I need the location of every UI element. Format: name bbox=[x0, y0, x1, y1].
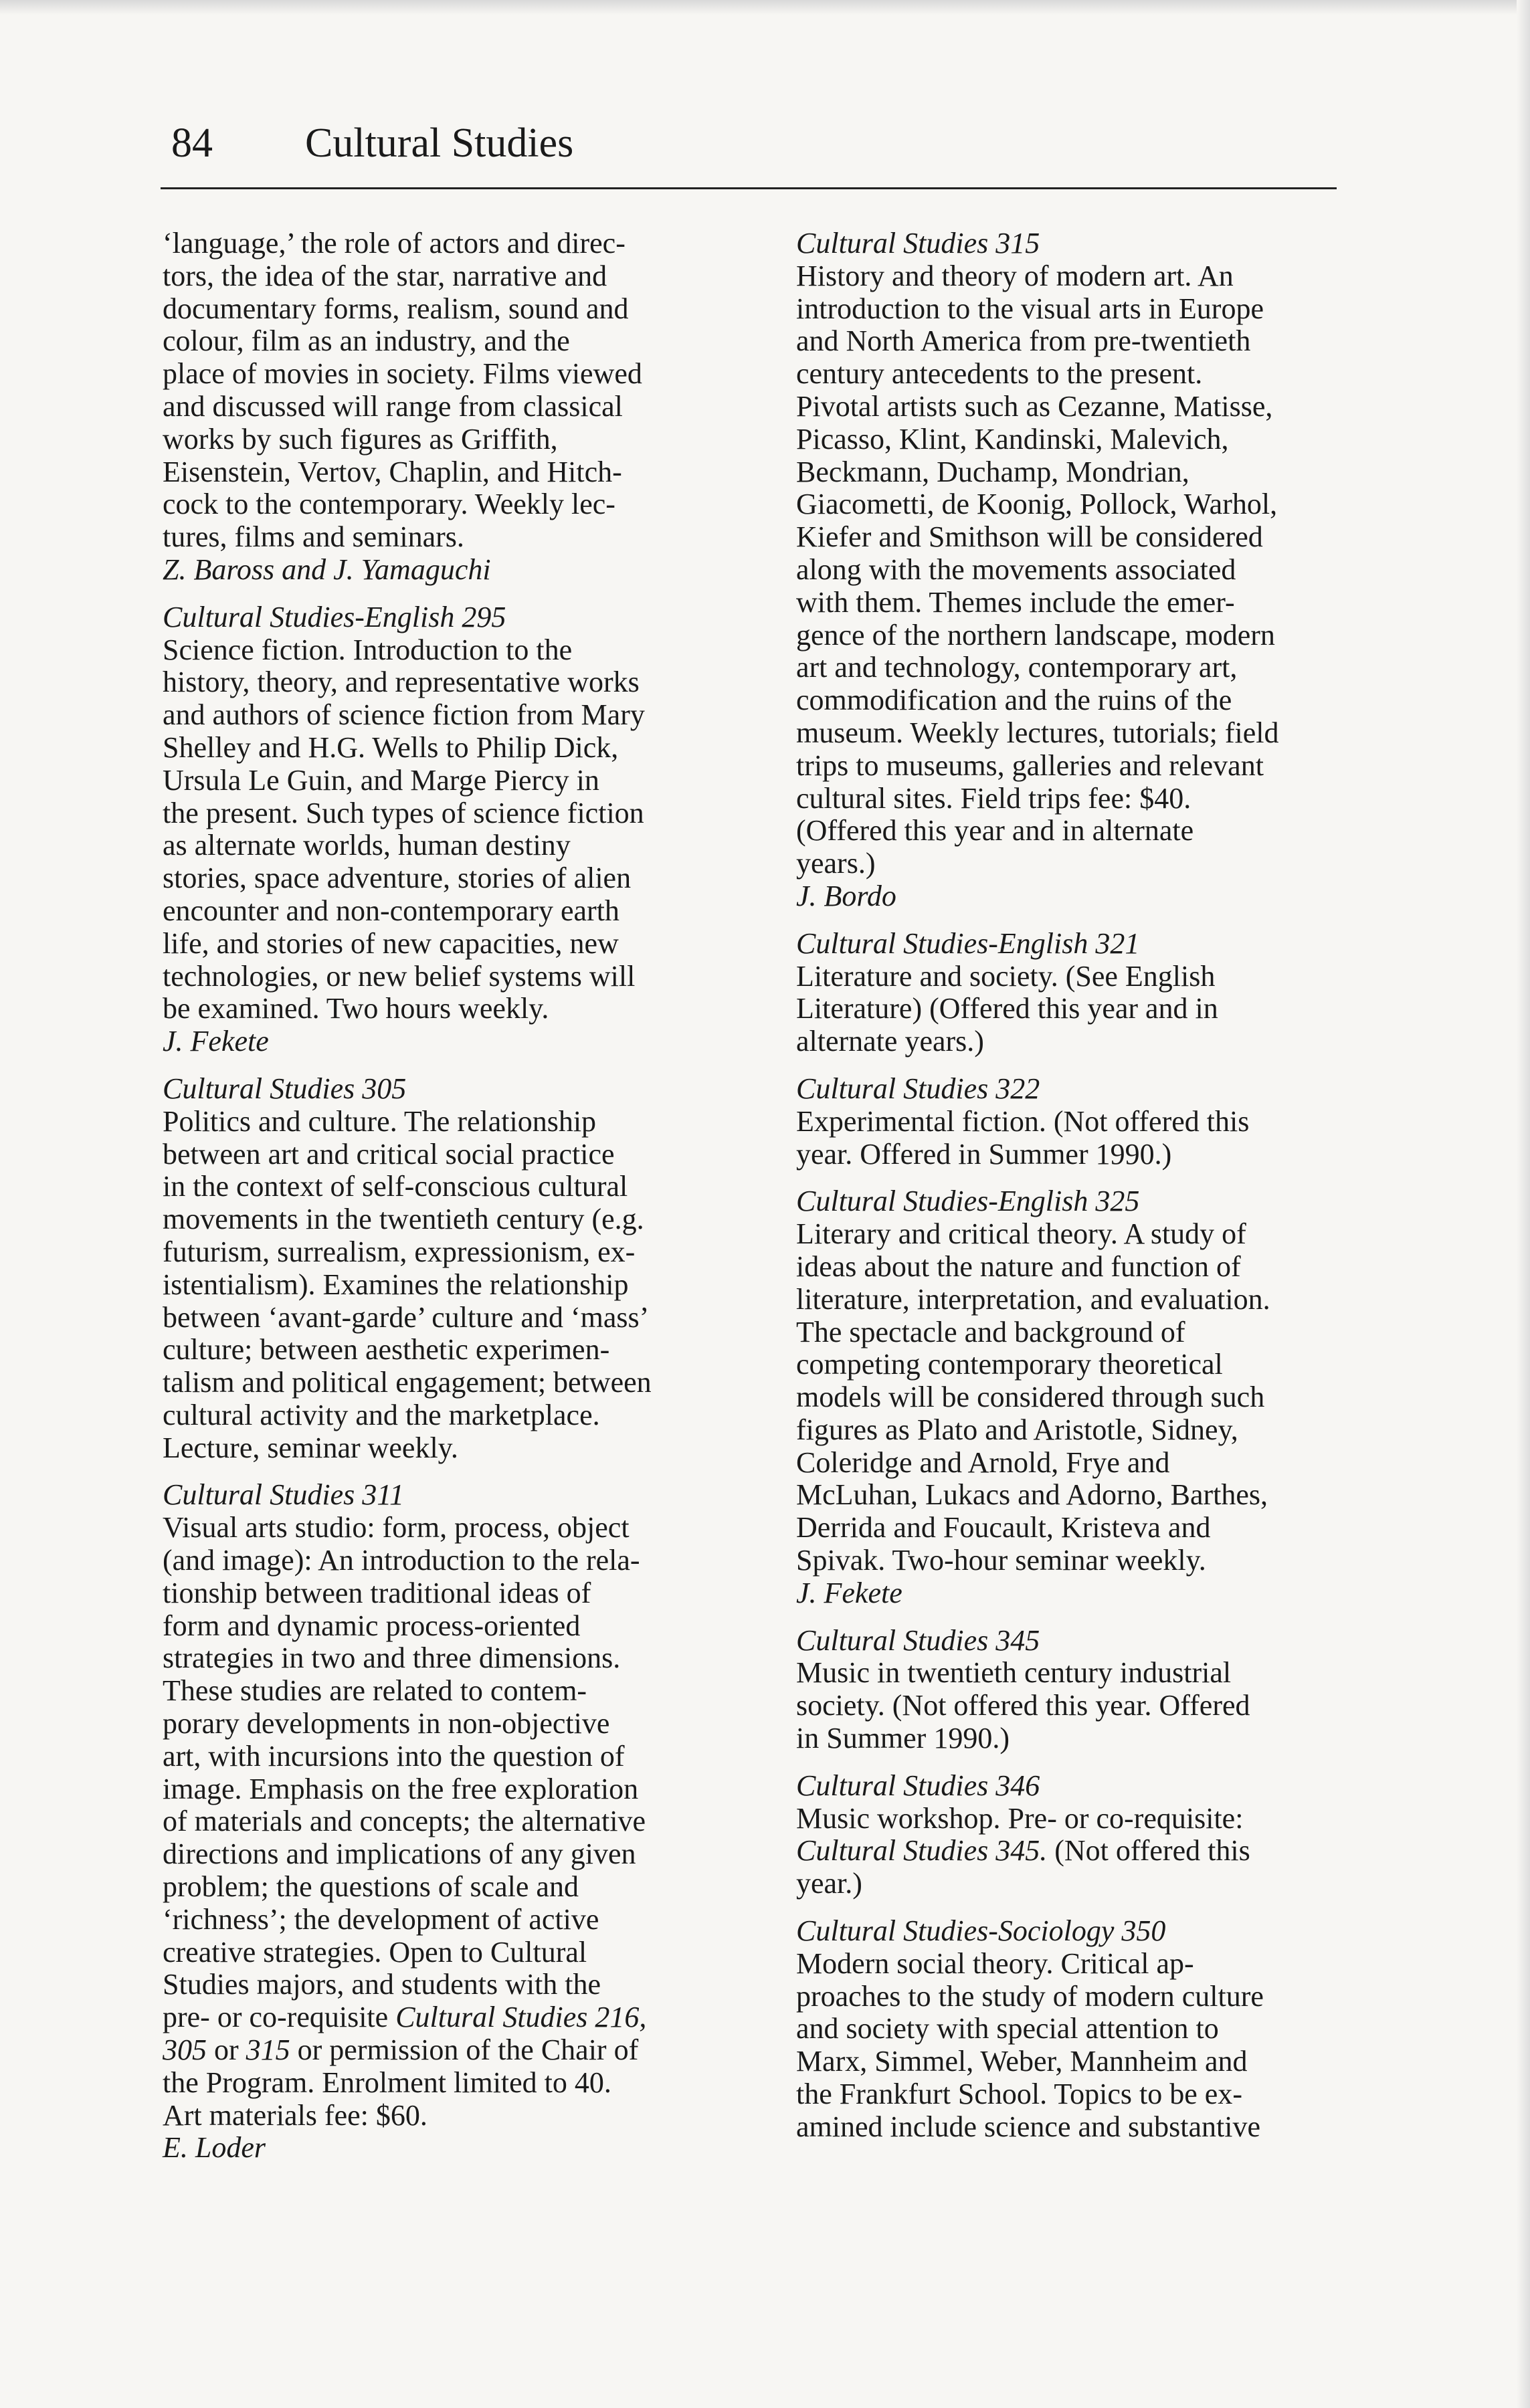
course-entry bbox=[163, 1073, 745, 1465]
course-entry bbox=[796, 227, 1378, 913]
course-instructor: J. Fekete bbox=[163, 1025, 269, 1058]
description-line: stories, space adventure, stories of alien bbox=[163, 862, 632, 895]
scan-edge-right bbox=[1517, 0, 1530, 2408]
description-line: These studies are related to contem- bbox=[163, 1674, 587, 1708]
course-reference: Cultural Studies 345. bbox=[796, 1834, 1048, 1868]
description-line: History and theory of modern art. An bbox=[796, 259, 1234, 292]
text-run: or permission of the Chair of bbox=[290, 2033, 639, 2067]
course-title: Cultural Studies-English 321 bbox=[796, 926, 1140, 960]
page-header bbox=[171, 119, 1334, 167]
description-line: culture; between aesthetic experimen- bbox=[163, 1333, 610, 1367]
description-line: form and dynamic process-oriented bbox=[163, 1609, 581, 1642]
description-line: Ursula Le Guin, and Marge Piercy in bbox=[163, 763, 599, 797]
description-line: Music workshop. Pre- or co-requisite: bbox=[796, 1801, 1244, 1835]
description-line: Coleridge and Arnold, Frye and bbox=[796, 1445, 1170, 1479]
description-line: tionship between traditional ideas of bbox=[163, 1576, 591, 1609]
description-line: society. (Not offered this year. Offered bbox=[796, 1689, 1250, 1722]
course-instructor: E. Loder bbox=[163, 2131, 266, 2165]
description-line: as alternate worlds, human destiny bbox=[163, 829, 571, 862]
description-line: Literature and society. (See English bbox=[796, 959, 1216, 993]
description-line: Lecture, seminar weekly. bbox=[163, 1431, 458, 1464]
course-title: Cultural Studies-English 325 bbox=[796, 1185, 1140, 1218]
description-line: Eisenstein, Vertov, Chaplin, and Hitch- bbox=[163, 455, 622, 488]
description-line: commodification and the ruins of the bbox=[796, 684, 1232, 717]
description-line: Experimental fiction. (Not offered this bbox=[796, 1104, 1250, 1138]
course-title: Cultural Studies-Sociology 350 bbox=[796, 1914, 1166, 1948]
right-column bbox=[796, 227, 1378, 2159]
description-line: between art and critical social practice bbox=[163, 1137, 615, 1171]
course-instructor: Z. Baross and J. Yamaguchi bbox=[163, 553, 491, 586]
course-title: Cultural Studies 345 bbox=[796, 1623, 1040, 1657]
course-reference: Cultural Studies 216, bbox=[395, 2001, 647, 2034]
description-line: porary developments in non-objective bbox=[163, 1707, 610, 1740]
left-column bbox=[163, 227, 745, 2179]
description-line: encounter and non-contemporary earth bbox=[163, 894, 619, 927]
course-title: Cultural Studies 305 bbox=[163, 1072, 407, 1105]
description-line: Spivak. Two-hour seminar weekly. bbox=[796, 1544, 1206, 1577]
description-line: century antecedents to the present. bbox=[796, 357, 1203, 391]
description-line: in the context of self-conscious cultural bbox=[163, 1170, 628, 1203]
description-line: Kiefer and Smithson will be considered bbox=[796, 520, 1263, 554]
description-line: and authors of science fiction from Mary bbox=[163, 698, 645, 732]
description-line: Beckmann, Duchamp, Mondrian, bbox=[796, 455, 1189, 488]
description-line: competing contemporary theoretical bbox=[796, 1348, 1223, 1381]
description-line: documentary forms, realism, sound and bbox=[163, 292, 629, 325]
description-line: Science fiction. Introduction to the bbox=[163, 633, 573, 666]
description-line: with them. Themes include the emer- bbox=[796, 585, 1235, 619]
description-line bbox=[163, 2001, 745, 2034]
description-line: year.) bbox=[796, 1867, 862, 1900]
description-line: life, and stories of new capacities, new bbox=[163, 926, 619, 960]
description-line: the Frankfurt School. Topics to be ex- bbox=[796, 2078, 1242, 2111]
description-line: (Offered this year and in alternate bbox=[796, 814, 1194, 847]
description-line: strategies in two and three dimensions. bbox=[163, 1641, 621, 1675]
description-line: Pivotal artists such as Cezanne, Matisse, bbox=[796, 389, 1273, 423]
description-line: art, with incursions into the question of bbox=[163, 1739, 625, 1773]
scan-edge-top bbox=[0, 0, 1530, 15]
description-line: directions and implications of any given bbox=[163, 1837, 636, 1871]
description-line: technologies, or new belief systems will bbox=[163, 959, 636, 993]
course-entry bbox=[796, 1185, 1378, 1609]
description-line: Giacometti, de Koonig, Pollock, Warhol, bbox=[796, 488, 1278, 521]
text-run: (Not offered this bbox=[1047, 1834, 1250, 1868]
description-line: amined include science and substantive bbox=[796, 2110, 1260, 2143]
description-line: between ‘avant-garde’ culture and ‘mass’ bbox=[163, 1300, 650, 1334]
description-line: along with the movements associated bbox=[796, 553, 1236, 586]
description-line: istentialism). Examines the relationship bbox=[163, 1268, 629, 1301]
course-entry bbox=[163, 1479, 745, 2165]
course-entry bbox=[796, 1625, 1378, 1755]
description-line: trips to museums, galleries and relevant bbox=[796, 748, 1264, 782]
description-line: ideas about the nature and function of bbox=[796, 1249, 1241, 1283]
description-line: place of movies in society. Films viewed bbox=[163, 357, 642, 391]
description-line: Picasso, Klint, Kandinski, Malevich, bbox=[796, 422, 1229, 456]
description-line: art and technology, contemporary art, bbox=[796, 651, 1238, 684]
description-line: Literary and critical theory. A study of bbox=[796, 1217, 1246, 1251]
course-entry bbox=[796, 1073, 1378, 1171]
text-run: or bbox=[207, 2033, 246, 2067]
description-line: museum. Weekly lectures, tutorials; field bbox=[796, 716, 1279, 749]
description-line bbox=[163, 2034, 745, 2067]
course-entry bbox=[796, 928, 1378, 1058]
description-line: cultural activity and the marketplace. bbox=[163, 1398, 600, 1431]
description-line: works by such figures as Griffith, bbox=[163, 422, 558, 456]
description-line: introduction to the visual arts in Europe bbox=[796, 292, 1264, 325]
description-line: of materials and concepts; the alternative bbox=[163, 1805, 646, 1838]
description-line: Literature) (Offered this year and in bbox=[796, 992, 1218, 1025]
description-line: talism and political engagement; between bbox=[163, 1366, 652, 1399]
description-line: tors, the idea of the star, narrative and bbox=[163, 259, 607, 292]
course-instructor: J. Bordo bbox=[796, 879, 896, 912]
description-line: ‘language,’ the role of actors and direc- bbox=[163, 227, 626, 260]
page-number: 84 bbox=[171, 120, 213, 166]
description-line: and North America from pre-twentieth bbox=[796, 324, 1251, 358]
course-entry bbox=[796, 1915, 1378, 2144]
description-line: the Program. Enrolment limited to 40. bbox=[163, 2066, 611, 2099]
course-reference: 305 bbox=[163, 2033, 207, 2067]
description-line: creative strategies. Open to Cultural bbox=[163, 1935, 587, 1969]
text-run: pre- or co-requisite bbox=[163, 2001, 396, 2034]
description-line: gence of the northern landscape, modern bbox=[796, 618, 1275, 651]
description-line: Art materials fee: $60. bbox=[163, 2098, 427, 2132]
course-title: Cultural Studies-English 295 bbox=[163, 600, 506, 633]
course-reference: 315 bbox=[246, 2033, 290, 2067]
description-line: image. Emphasis on the free exploration bbox=[163, 1772, 639, 1805]
description-line: Politics and culture. The relationship bbox=[163, 1104, 597, 1138]
continuation-entry bbox=[163, 227, 745, 587]
description-line: and society with special attention to bbox=[796, 2012, 1219, 2045]
description-line: cock to the contemporary. Weekly lec- bbox=[163, 488, 615, 521]
description-line: models will be considered through such bbox=[796, 1381, 1265, 1414]
description-line: movements in the twentieth century (e.g. bbox=[163, 1203, 644, 1236]
description-line bbox=[796, 1835, 1378, 1868]
description-line: literature, interpretation, and evaluation. bbox=[796, 1282, 1270, 1316]
description-line: be examined. Two hours weekly. bbox=[163, 992, 549, 1025]
header-rule bbox=[161, 187, 1337, 189]
description-line: Derrida and Foucault, Kristeva and bbox=[796, 1511, 1211, 1544]
course-entry bbox=[796, 1770, 1378, 1900]
description-line: (and image): An introduction to the rela- bbox=[163, 1544, 640, 1577]
description-line: alternate years.) bbox=[796, 1025, 984, 1058]
description-line: Music in twentieth century industrial bbox=[796, 1656, 1232, 1690]
description-line: tures, films and seminars. bbox=[163, 520, 464, 554]
course-title: Cultural Studies 311 bbox=[163, 1478, 404, 1512]
description-line: and discussed will range from classical bbox=[163, 389, 623, 423]
course-title: Cultural Studies 322 bbox=[796, 1072, 1040, 1105]
description-line: Shelley and H.G. Wells to Philip Dick, bbox=[163, 730, 619, 764]
description-line: Visual arts studio: form, process, object bbox=[163, 1511, 630, 1544]
description-line: year. Offered in Summer 1990.) bbox=[796, 1137, 1172, 1171]
running-title: Cultural Studies bbox=[305, 120, 574, 166]
description-line: futurism, surrealism, expressionism, ex- bbox=[163, 1235, 636, 1268]
description-line: ‘richness’; the development of active bbox=[163, 1902, 599, 1936]
description-line: Studies majors, and students with the bbox=[163, 1968, 601, 2001]
description-line: The spectacle and background of bbox=[796, 1315, 1185, 1348]
description-line: Modern social theory. Critical ap- bbox=[796, 1946, 1194, 1980]
description-line: figures as Plato and Aristotle, Sidney, bbox=[796, 1413, 1238, 1446]
description-line: McLuhan, Lukacs and Adorno, Barthes, bbox=[796, 1478, 1268, 1512]
course-title: Cultural Studies 346 bbox=[796, 1769, 1040, 1802]
description-line: cultural sites. Field trips fee: $40. bbox=[796, 781, 1191, 815]
description-line: the present. Such types of science fiction bbox=[163, 796, 644, 829]
course-instructor: J. Fekete bbox=[796, 1576, 902, 1609]
description-line: colour, film as an industry, and the bbox=[163, 324, 570, 358]
course-entry bbox=[163, 601, 745, 1058]
course-title: Cultural Studies 315 bbox=[796, 227, 1040, 260]
description-line: in Summer 1990.) bbox=[796, 1722, 1010, 1755]
description-line: problem; the questions of scale and bbox=[163, 1870, 579, 1904]
description-line: years.) bbox=[796, 847, 876, 880]
description-line: history, theory, and representative works bbox=[163, 666, 640, 699]
description-line: proaches to the study of modern culture bbox=[796, 1979, 1264, 2013]
description-line: Marx, Simmel, Weber, Mannheim and bbox=[796, 2045, 1248, 2078]
